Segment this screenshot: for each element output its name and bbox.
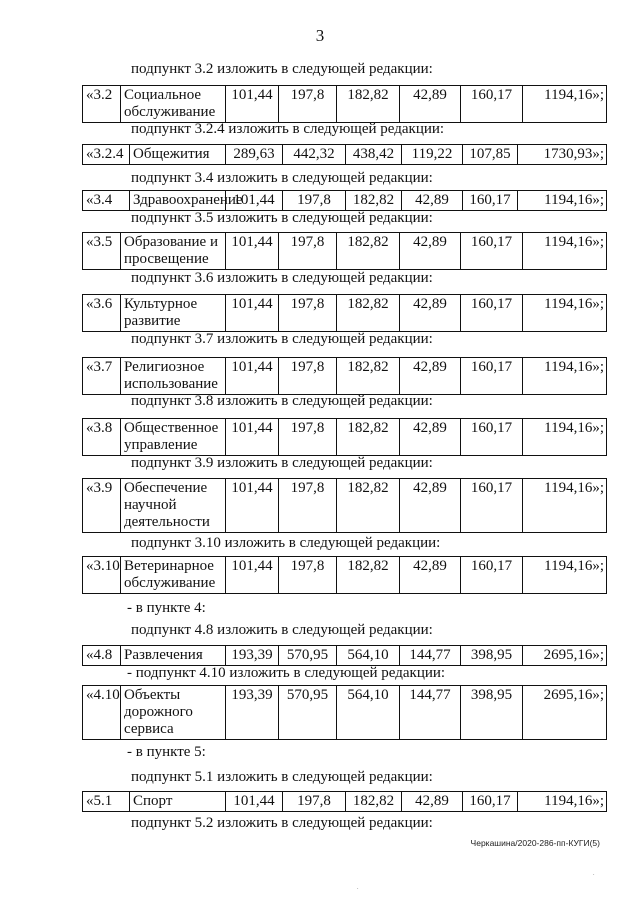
- instruction-text: подпункт 3.4 изложить в следующей редакции:: [131, 170, 433, 186]
- row-value: 197,8: [279, 419, 337, 456]
- row-value: 182,82: [337, 86, 400, 123]
- row-value: 197,8: [279, 358, 337, 395]
- instruction-text: подпункт 3.10 изложить в следующей редакции:: [131, 535, 441, 551]
- row-value: 101,44: [226, 792, 283, 812]
- row-value: 160,17: [463, 792, 518, 812]
- row-value: 160,17: [461, 358, 523, 395]
- row-value: 182,82: [337, 295, 400, 332]
- instruction-text: подпункт 3.5 изложить в следующей редакции:: [131, 210, 433, 226]
- row-code: «3.10: [83, 557, 121, 594]
- row-value: 160,17: [461, 419, 523, 456]
- row-value: 160,17: [461, 295, 523, 332]
- rate-table-row: [82, 685, 607, 740]
- row-value: 101,44: [226, 233, 279, 270]
- instruction-text: подпункт 3.9 изложить в следующей редакции:: [131, 455, 433, 471]
- row-name: Социальное обслуживание: [121, 86, 226, 123]
- row-code: «3.8: [83, 419, 121, 456]
- row-value: 197,8: [283, 792, 346, 812]
- row-value: 160,17: [461, 233, 523, 270]
- row-name: Культурное развитие: [121, 295, 226, 332]
- row-value: 42,89: [400, 86, 461, 123]
- row-name: Религиозное использование: [121, 358, 226, 395]
- row-value: 193,39: [226, 646, 279, 666]
- instruction-text: подпункт 3.2 изложить в следующей редакции:: [131, 61, 433, 77]
- rate-table-row: [82, 190, 607, 211]
- row-value: 182,82: [337, 358, 400, 395]
- row-value: 160,17: [461, 557, 523, 594]
- row-value: 42,89: [402, 191, 463, 211]
- row-name: Спорт: [130, 792, 226, 812]
- row-value: 101,44: [226, 191, 283, 211]
- instruction-text: подпункт 3.6 изложить в следующей редакции:: [131, 270, 433, 286]
- row-value: 119,22: [402, 145, 463, 165]
- row-value: 101,44: [226, 419, 279, 456]
- row-value: 197,8: [279, 479, 337, 533]
- row-value: 197,8: [279, 86, 337, 123]
- row-name: Обеспечение научной деятельности: [121, 479, 226, 533]
- instruction-text: подпункт 3.8 изложить в следующей редакции:: [131, 393, 433, 409]
- row-code: «3.2.4: [83, 145, 130, 165]
- row-value: 570,95: [279, 686, 337, 740]
- row-value: 42,89: [400, 419, 461, 456]
- row-value: 2695,16»;: [523, 686, 607, 740]
- instruction-text: подпункт 5.1 изложить в следующей редакции:: [131, 769, 433, 785]
- rate-table-row: [82, 556, 607, 594]
- page-number: 3: [315, 26, 325, 45]
- row-code: «3.6: [83, 295, 121, 332]
- list-item-text: - в пункте 4:: [127, 600, 206, 616]
- row-value: 182,82: [337, 419, 400, 456]
- row-value: 193,39: [226, 686, 279, 740]
- row-value: 182,82: [337, 479, 400, 533]
- row-value: 101,44: [226, 358, 279, 395]
- rate-table-row: [82, 791, 607, 812]
- row-code: «4.10: [83, 686, 121, 740]
- row-name: Общественное управление: [121, 419, 226, 456]
- row-value: 160,17: [463, 191, 518, 211]
- row-name: Здравоохранение: [130, 191, 226, 211]
- row-value: 182,82: [346, 792, 402, 812]
- row-value: 144,77: [400, 686, 461, 740]
- rate-table-row: [82, 357, 607, 395]
- row-value: 144,77: [400, 646, 461, 666]
- row-value: 182,82: [346, 191, 402, 211]
- list-item-text: - в пункте 5:: [127, 744, 206, 760]
- row-value: 182,82: [337, 557, 400, 594]
- row-name: Образование и просвещение: [121, 233, 226, 270]
- rate-table-row: [82, 85, 607, 123]
- row-value: 42,89: [400, 557, 461, 594]
- instruction-text: подпункт 3.2.4 изложить в следующей редакции:: [131, 121, 445, 137]
- row-code: «3.5: [83, 233, 121, 270]
- row-value: 101,44: [226, 557, 279, 594]
- row-value: 398,95: [461, 646, 523, 666]
- row-value: 42,89: [400, 358, 461, 395]
- row-code: «4.8: [83, 646, 121, 666]
- row-code: «3.4: [83, 191, 130, 211]
- row-value: 101,44: [226, 295, 279, 332]
- row-value: 289,63: [226, 145, 283, 165]
- row-value: 1194,16»;: [523, 295, 607, 332]
- row-value: 101,44: [226, 479, 279, 533]
- row-value: 160,17: [461, 479, 523, 533]
- row-name: Развлечения: [121, 646, 226, 666]
- row-value: 101,44: [226, 86, 279, 123]
- rate-table-row: [82, 144, 607, 165]
- row-value: 1194,16»;: [518, 792, 607, 812]
- row-value: 564,10: [337, 686, 400, 740]
- row-value: 570,95: [279, 646, 337, 666]
- rate-table-row: [82, 232, 607, 270]
- row-value: 42,89: [402, 792, 463, 812]
- row-value: 42,89: [400, 479, 461, 533]
- row-code: «3.9: [83, 479, 121, 533]
- row-code: «5.1: [83, 792, 130, 812]
- rate-table-row: [82, 478, 607, 533]
- row-name: Ветеринарное обслуживание: [121, 557, 226, 594]
- row-value: 2695,16»;: [523, 646, 607, 666]
- row-value: 197,8: [279, 233, 337, 270]
- list-item-text: - подпункт 4.10 изложить в следующей редакции:: [127, 665, 446, 681]
- row-code: «3.7: [83, 358, 121, 395]
- row-value: 197,8: [279, 295, 337, 332]
- row-value: 42,89: [400, 233, 461, 270]
- row-value: 1194,16»;: [523, 479, 607, 533]
- row-name: Общежития: [130, 145, 226, 165]
- row-value: 107,85: [463, 145, 518, 165]
- row-value: 1194,16»;: [523, 419, 607, 456]
- row-value: 1194,16»;: [523, 358, 607, 395]
- row-value: 398,95: [461, 686, 523, 740]
- row-value: 1194,16»;: [523, 557, 607, 594]
- rate-table-row: [82, 418, 607, 456]
- row-value: 160,17: [461, 86, 523, 123]
- scan-speck: .: [593, 871, 595, 877]
- rate-table-row: [82, 645, 607, 666]
- row-value: 197,8: [279, 557, 337, 594]
- row-value: 1194,16»;: [523, 233, 607, 270]
- rate-table-row: [82, 294, 607, 332]
- row-value: 564,10: [337, 646, 400, 666]
- footer-file-reference: Черкашина/2020-286-пп-КУГИ(5): [470, 838, 600, 848]
- row-code: «3.2: [83, 86, 121, 123]
- row-name: Объекты дорожного сервиса: [121, 686, 226, 740]
- instruction-text: подпункт 5.2 изложить в следующей редакции:: [131, 815, 433, 831]
- row-value: 42,89: [400, 295, 461, 332]
- instruction-text: подпункт 4.8 изложить в следующей редакции:: [131, 622, 433, 638]
- instruction-text: подпункт 3.7 изложить в следующей редакции:: [131, 331, 433, 347]
- row-value: 1730,93»;: [518, 145, 607, 165]
- row-value: 438,42: [346, 145, 402, 165]
- row-value: 1194,16»;: [523, 86, 607, 123]
- row-value: 197,8: [283, 191, 346, 211]
- row-value: 442,32: [283, 145, 346, 165]
- scan-speck: .: [357, 885, 359, 891]
- row-value: 182,82: [337, 233, 400, 270]
- row-value: 1194,16»;: [518, 191, 607, 211]
